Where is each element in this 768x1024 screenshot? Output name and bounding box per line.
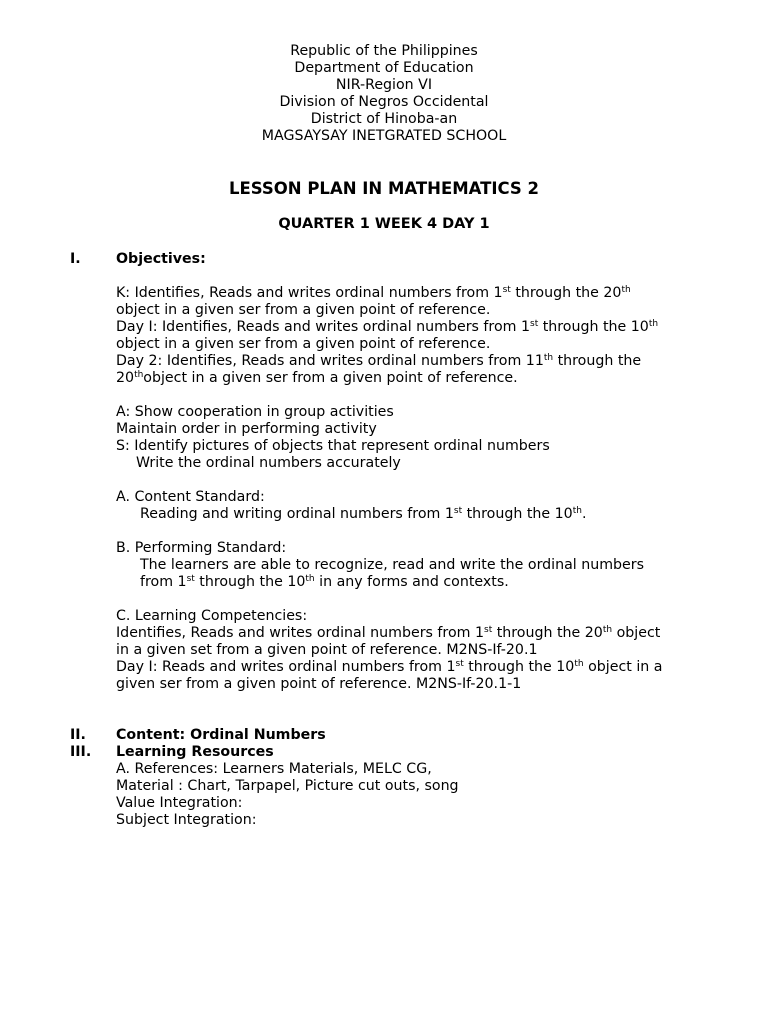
text: through the 10 bbox=[194, 574, 306, 590]
text-line: Value Integration: bbox=[116, 795, 243, 811]
text-line: Subject Integration: bbox=[116, 812, 257, 828]
text-line: A: Show cooperation in group activities bbox=[116, 404, 394, 420]
text-line: Material : Chart, Tarpapel, Picture cut outs, song bbox=[116, 778, 459, 794]
superscript: st bbox=[484, 625, 493, 635]
learning-resources bbox=[116, 761, 736, 829]
text: Day I: Identifies, Reads and writes ordinal numbers from 1 bbox=[116, 319, 530, 335]
text: through the 10 bbox=[538, 319, 649, 335]
section-number: III. bbox=[70, 744, 92, 760]
superscript: th bbox=[543, 353, 554, 363]
text: through the 10 bbox=[462, 506, 573, 522]
superscript: th bbox=[648, 319, 659, 329]
text-line: given ser from a given point of reference. M2NS-If-20.1-1 bbox=[116, 676, 522, 692]
superscript: st bbox=[453, 506, 463, 516]
text: object bbox=[612, 625, 661, 641]
text-line: A. References: Learners Materials, MELC CG, bbox=[116, 761, 432, 777]
text-line bbox=[116, 625, 736, 642]
text-line bbox=[116, 574, 736, 591]
superscript: th bbox=[305, 574, 315, 584]
header-line: Department of Education bbox=[294, 60, 474, 76]
superscript: st bbox=[502, 285, 511, 295]
text: object in a bbox=[583, 659, 663, 675]
text: Identifies, Reads and writes ordinal numbers from 1 bbox=[116, 625, 484, 641]
text-line: object in a given ser from a given point of reference. bbox=[116, 302, 491, 318]
text-line bbox=[116, 506, 736, 523]
text: through the bbox=[553, 353, 642, 369]
text: through the 20 bbox=[492, 625, 603, 641]
subsection-label: B. Performing Standard: bbox=[116, 540, 287, 556]
text-line: Maintain order in performing activity bbox=[116, 421, 377, 437]
text-line: object in a given ser from a given point of reference. bbox=[116, 336, 491, 352]
section-title: Content: Ordinal Numbers bbox=[116, 727, 326, 743]
text: in any forms and contexts. bbox=[314, 574, 509, 590]
superscript: th bbox=[134, 370, 144, 380]
text: . bbox=[581, 506, 587, 522]
section-title: Learning Resources bbox=[116, 744, 274, 760]
text-line bbox=[116, 659, 736, 676]
text: Reading and writing ordinal numbers from 1 bbox=[140, 506, 454, 522]
text-line bbox=[116, 319, 736, 336]
text: K: Identifies, Reads and writes ordinal numbers from 1 bbox=[116, 285, 503, 301]
text: through the 20 bbox=[510, 285, 622, 301]
superscript: st bbox=[530, 319, 539, 329]
subsection-label: C. Learning Competencies: bbox=[116, 608, 308, 624]
school-header bbox=[0, 43, 768, 145]
learning-competencies bbox=[116, 608, 736, 693]
text: through the 10 bbox=[463, 659, 575, 675]
text: 20 bbox=[116, 370, 135, 386]
objectives-knowledge bbox=[116, 285, 736, 387]
text: Day 2: Identifies, Reads and writes ordinal numbers from 11 bbox=[116, 353, 544, 369]
page-title: LESSON PLAN IN MATHEMATICS 2 bbox=[228, 179, 540, 198]
superscript: st bbox=[186, 574, 195, 584]
text-line: Write the ordinal numbers accurately bbox=[136, 455, 401, 471]
text-line: The learners are able to recognize, read and write the ordinal numbers bbox=[140, 557, 644, 573]
section-title: Objectives: bbox=[116, 251, 206, 267]
text: Day I: Reads and writes ordinal numbers from 1 bbox=[116, 659, 456, 675]
header-line: District of Hinoba-an bbox=[310, 111, 458, 127]
superscript: th bbox=[572, 506, 582, 516]
superscript: st bbox=[455, 659, 464, 669]
performing-standard bbox=[116, 540, 736, 591]
text-line bbox=[116, 353, 736, 370]
section-number: II. bbox=[70, 727, 86, 743]
content-standard bbox=[116, 489, 736, 523]
superscript: th bbox=[574, 659, 584, 669]
header-line: NIR-Region VI bbox=[335, 77, 433, 93]
page-subtitle: QUARTER 1 WEEK 4 DAY 1 bbox=[278, 216, 490, 232]
text: object in a given ser from a given point of reference. bbox=[143, 370, 518, 386]
header-line: Division of Negros Occidental bbox=[279, 94, 489, 110]
section-number: I. bbox=[70, 251, 81, 267]
header-line: Republic of the Philippines bbox=[290, 43, 478, 59]
superscript: th bbox=[621, 285, 631, 295]
objectives-attitude-skills bbox=[116, 404, 736, 472]
text: from 1 bbox=[140, 574, 187, 590]
header-line: MAGSAYSAY INETGRATED SCHOOL bbox=[261, 128, 507, 144]
superscript: th bbox=[602, 625, 613, 635]
text-line: in a given set from a given point of reference. M2NS-If-20.1 bbox=[116, 642, 538, 658]
text-line bbox=[116, 285, 736, 302]
text-line bbox=[116, 370, 736, 387]
subsection-label: A. Content Standard: bbox=[116, 489, 265, 505]
text-line: S: Identify pictures of objects that represent ordinal numbers bbox=[116, 438, 550, 454]
